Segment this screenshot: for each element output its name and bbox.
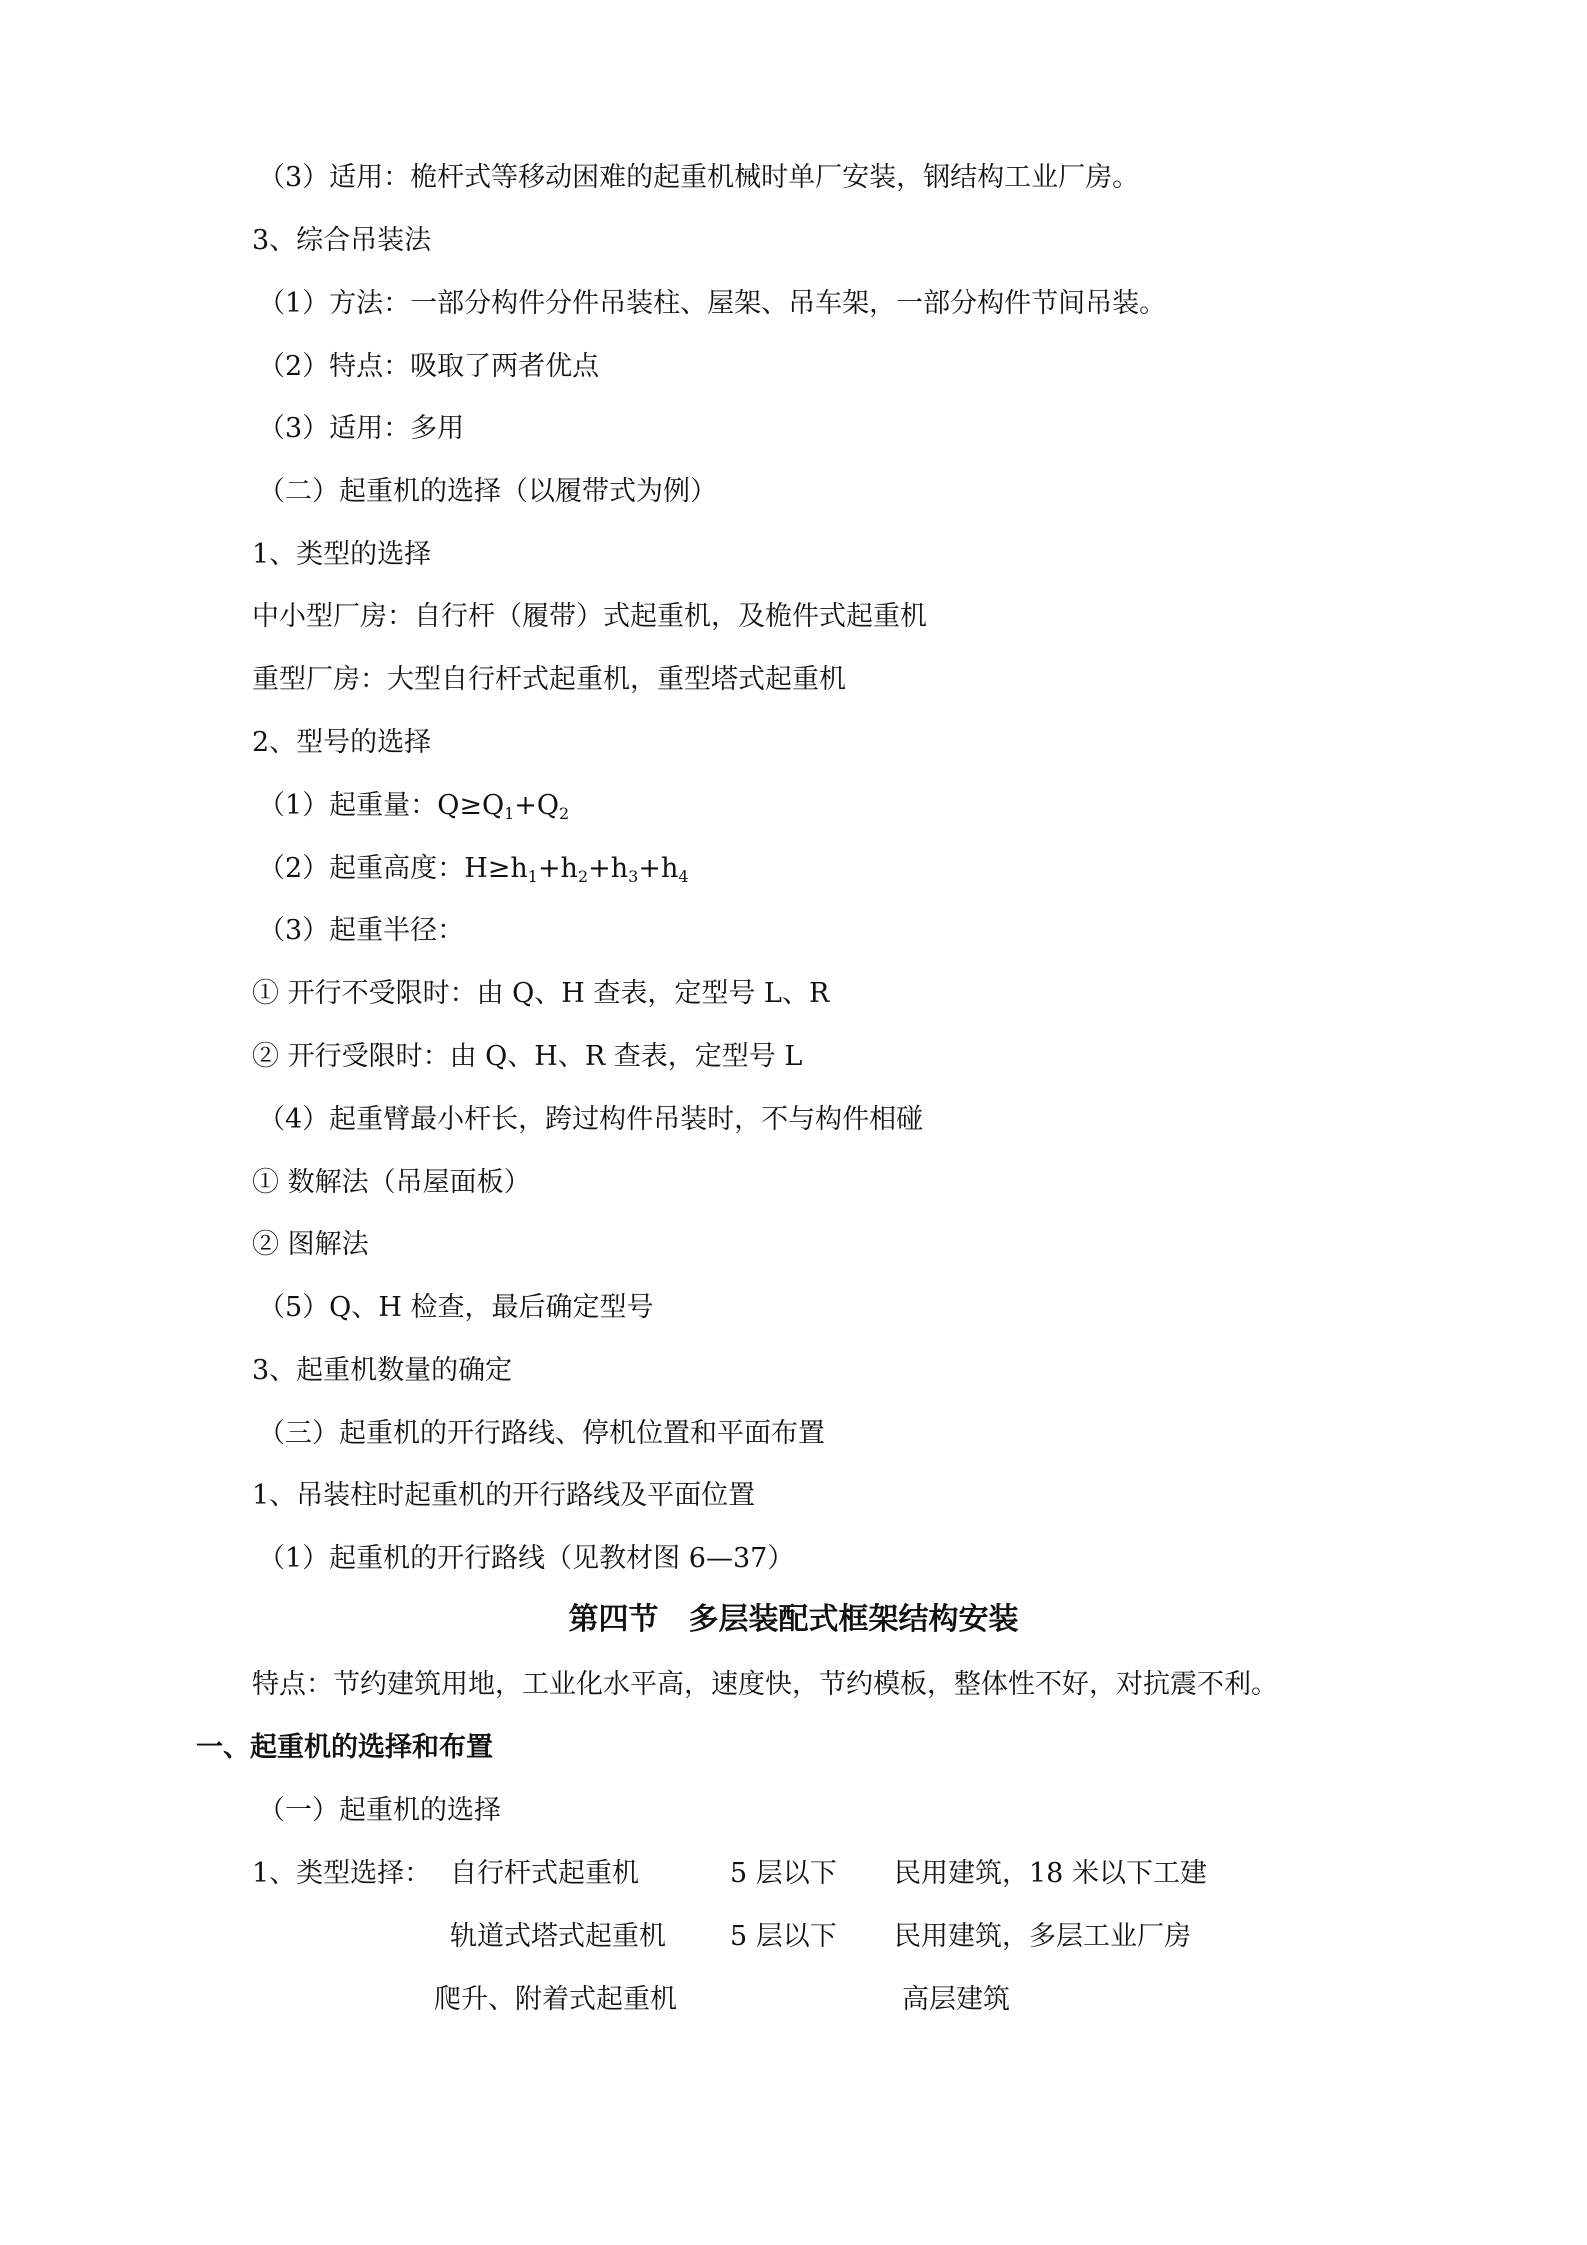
type-label: 1、类型选择：	[252, 1858, 432, 1889]
text-line: （4）起重臂最小杆长，跨过构件吊装时，不与构件相碰	[258, 1104, 924, 1135]
crane-type: 自行杆式起重机	[450, 1858, 639, 1889]
text-line: ② 开行受限时：由 Q、H、R 查表，定型号 L	[252, 1041, 803, 1072]
subscript: 4	[678, 867, 689, 886]
section-title: 第四节 多层装配式框架结构安装	[568, 1602, 1019, 1637]
text-line: 重型厂房：大型自行杆式起重机，重型塔式起重机	[252, 664, 846, 695]
text-line: 3、综合吊装法	[252, 225, 432, 256]
formula-q: Q≥Q	[437, 790, 505, 821]
formula-plus: +h	[638, 853, 679, 884]
text-line: 3、起重机数量的确定	[252, 1355, 513, 1386]
text-line: 2、型号的选择	[252, 727, 432, 758]
features-line: 特点：节约建筑用地，工业化水平高，速度快，节约模板，整体性不好，对抗震不利。	[252, 1669, 1278, 1700]
formula-plus: +h	[588, 853, 629, 884]
text-line: 1、吊装柱时起重机的开行路线及平面位置	[252, 1480, 756, 1511]
text-line: ① 数解法（吊屋面板）	[252, 1167, 531, 1198]
formula-h: H≥h	[464, 853, 528, 884]
text-line: （5）Q、H 检查，最后确定型号	[258, 1292, 654, 1323]
formula-label: （2）起重高度：	[258, 853, 465, 884]
text-line: （3）适用：桅杆式等移动困难的起重机械时单厂安装，钢结构工业厂房。	[258, 162, 1140, 193]
subscript: 1	[527, 867, 538, 886]
usage: 民用建筑，多层工业厂房	[894, 1921, 1191, 1952]
crane-type: 轨道式塔式起重机	[450, 1921, 666, 1952]
text-line: （二）起重机的选择（以履带式为例）	[258, 476, 717, 507]
subscript: 2	[577, 867, 589, 886]
subheading: 一、起重机的选择和布置	[196, 1732, 493, 1763]
subscript: 3	[628, 867, 639, 886]
usage: 民用建筑，18 米以下工建	[894, 1858, 1207, 1889]
formula-plus: +h	[537, 853, 578, 884]
formula-plus: +Q	[514, 790, 560, 821]
formula-load	[258, 788, 569, 832]
formula-label: （1）起重量：	[258, 790, 438, 821]
text-line: （1）起重机的开行路线（见教材图 6—37）	[258, 1543, 795, 1574]
text-line: 中小型厂房：自行杆（履带）式起重机，及桅件式起重机	[252, 601, 927, 632]
text-line: 1、类型的选择	[252, 539, 432, 570]
subscript: 2	[559, 804, 570, 823]
usage: 高层建筑	[902, 1984, 1010, 2015]
subscript: 1	[504, 804, 515, 823]
text-line: （1）方法：一部分构件分件吊装柱、屋架、吊车架，一部分构件节间吊装。	[258, 288, 1167, 319]
text-line: （一）起重机的选择	[258, 1795, 501, 1826]
text-line: （三）起重机的开行路线、停机位置和平面布置	[258, 1418, 825, 1449]
text-line: ① 开行不受限时：由 Q、H 查表，定型号 L、R	[252, 978, 830, 1009]
floors: 5 层以下	[730, 1858, 837, 1889]
text-line: （3）起重半径：	[258, 915, 465, 946]
formula-height	[258, 851, 689, 895]
floors: 5 层以下	[730, 1921, 837, 1952]
crane-type: 爬升、附着式起重机	[434, 1984, 677, 2015]
text-line: ② 图解法	[252, 1229, 369, 1260]
text-line: （2）特点：吸取了两者优点	[258, 351, 600, 382]
text-line: （3）适用：多用	[258, 413, 465, 444]
